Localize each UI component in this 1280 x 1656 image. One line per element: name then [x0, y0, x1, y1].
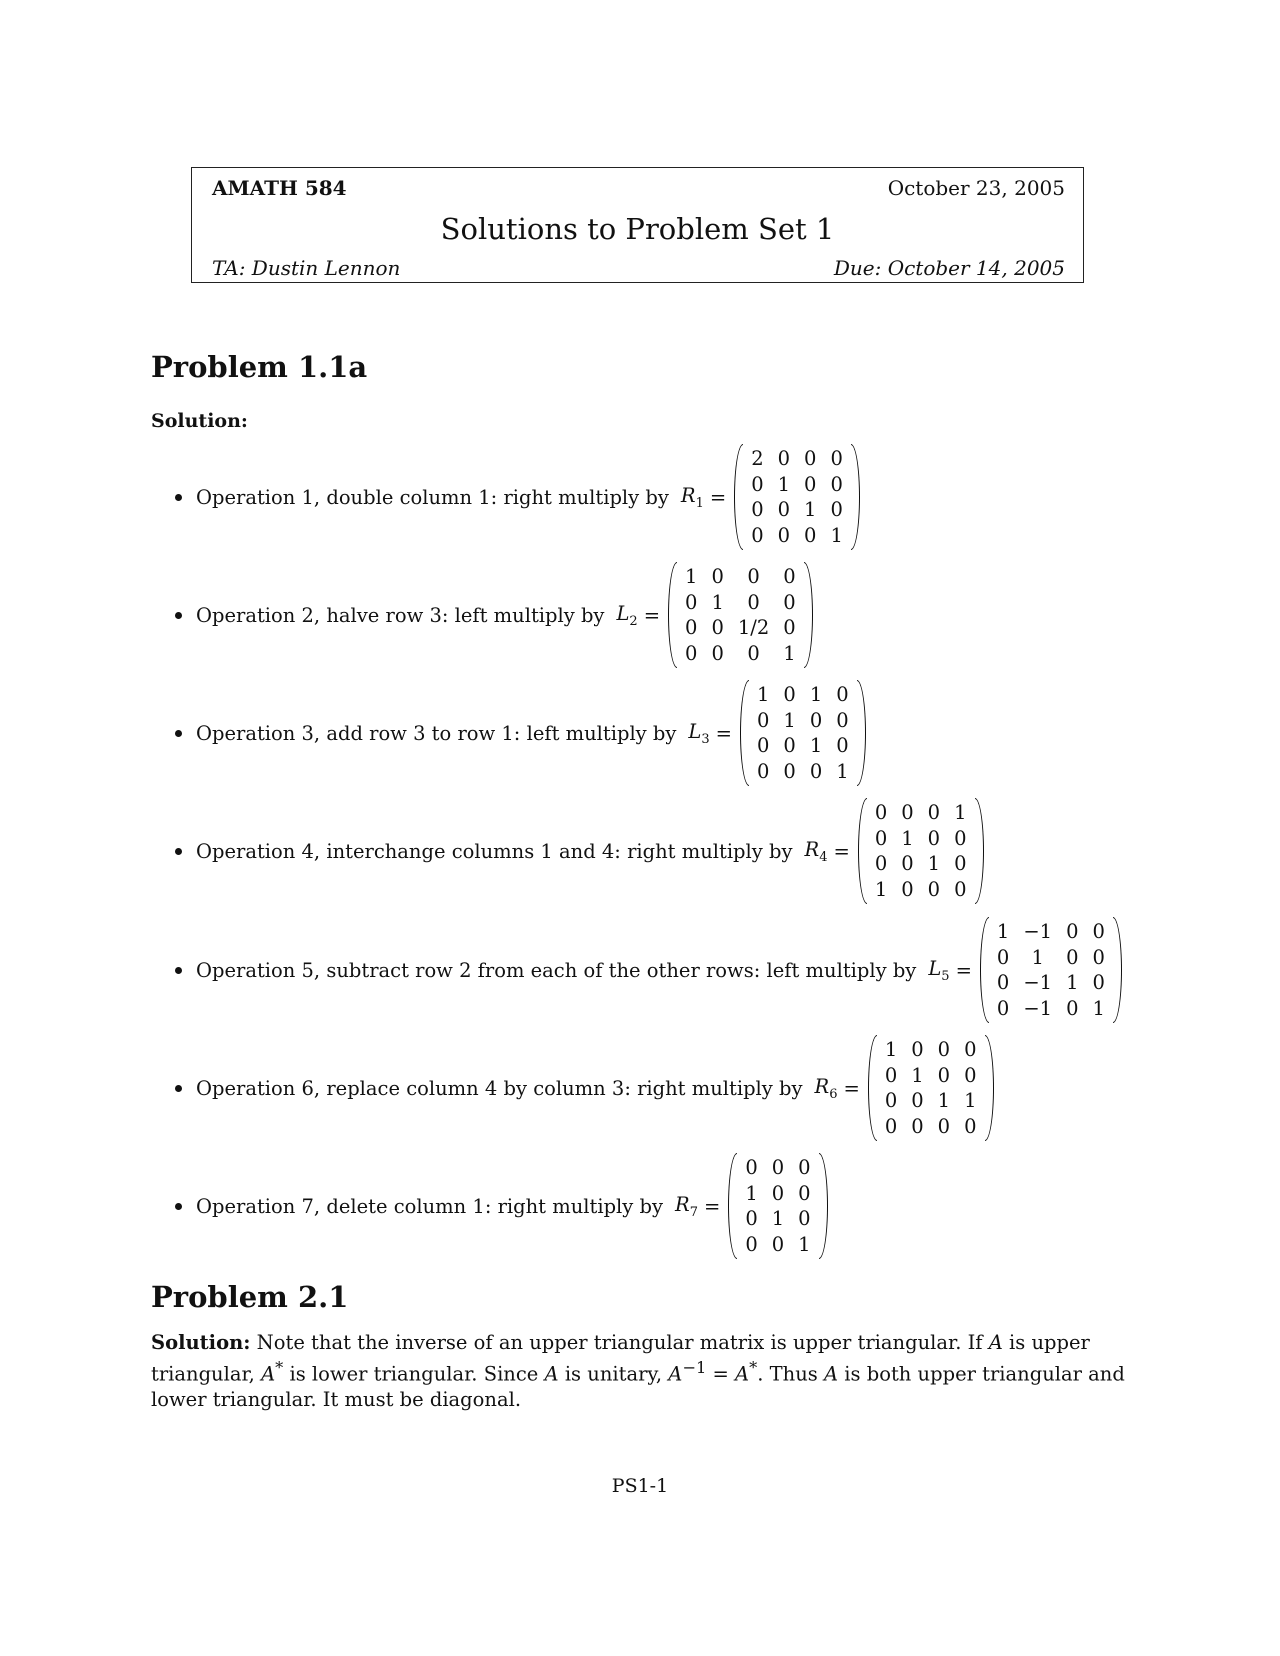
matrix-variable: $R_6$ [814, 1074, 838, 1102]
matrix [668, 564, 813, 666]
matrix-variable: $L_2$ [616, 601, 638, 629]
matrix-cell: 0 [830, 472, 843, 496]
equals-sign: = [715, 721, 732, 745]
matrix-cell: 0 [911, 1089, 924, 1112]
matrix-cell: 0 [996, 971, 1010, 994]
ta-name: TA: Dustin Lennon [212, 256, 401, 280]
matrix-cell: 0 [836, 683, 849, 706]
matrix-cell: 1 [771, 1207, 785, 1230]
bullet-icon [175, 1085, 182, 1092]
operation-text: Operation 1, double column 1: right multiply by [196, 485, 669, 509]
matrix-cell: 0 [901, 801, 914, 824]
header-box [191, 167, 1084, 283]
matrix-cell: 0 [777, 447, 791, 470]
matrix-cell: −1 [1023, 996, 1053, 1020]
matrix-cell: 0 [685, 616, 698, 639]
matrix-cell: 0 [954, 826, 967, 850]
matrix-cell: 0 [964, 1063, 977, 1087]
matrix-cell: 0 [809, 759, 823, 783]
bullet-icon [175, 967, 182, 974]
solution-label: Solution: [151, 1331, 251, 1354]
matrix-cell: 1 [996, 920, 1010, 943]
matrix-variable: $L_3$ [688, 719, 710, 747]
matrix-cell: 0 [809, 708, 823, 732]
operation-item [175, 682, 866, 784]
matrix-cell: 1 [830, 523, 843, 547]
matrix-cell: 0 [874, 852, 888, 875]
operation-text: Operation 2, halve row 3: left multiply by [196, 603, 605, 627]
matrix-variable: $R_4$ [804, 837, 828, 865]
matrix-cell: 1 [756, 683, 770, 706]
matrix-cell: 0 [771, 1232, 785, 1256]
matrix-cell: 0 [937, 1038, 951, 1061]
matrix-cell: 1 [1031, 945, 1044, 969]
matrix [868, 1037, 994, 1139]
bullet-icon [175, 494, 182, 501]
operation-text: Operation 6, replace column 4 by column 3: right multiply by [196, 1076, 803, 1100]
matrix-cell: 0 [745, 1207, 758, 1230]
matrix-cell: −1 [1023, 971, 1053, 994]
matrix-cell: 0 [996, 945, 1010, 969]
bullet-icon [175, 730, 182, 737]
matrix-cell: 1 [711, 590, 724, 614]
matrix-cell: 1 [809, 734, 823, 757]
matrix-variable: $R_7$ [675, 1192, 698, 1220]
document-title: Solutions to Problem Set 1 [440, 212, 835, 246]
matrix-cell: 0 [901, 877, 914, 901]
operation-item [175, 919, 1122, 1021]
matrix-cell: 0 [937, 1114, 951, 1138]
matrix-cell: 0 [783, 616, 796, 639]
matrix-cell: 0 [1092, 971, 1105, 994]
matrix-cell: 0 [798, 1181, 811, 1205]
matrix-cell: 1 [777, 472, 791, 496]
matrix-cell: 0 [685, 590, 698, 614]
matrix-cell: 0 [756, 734, 770, 757]
matrix-cell: 0 [836, 734, 849, 757]
operation-item [175, 800, 984, 902]
matrix-cell: 1 [1092, 996, 1105, 1020]
matrix-cell: 1 [964, 1089, 977, 1112]
matrix-cell: 2 [751, 447, 764, 470]
matrix-variable: $L_5$ [928, 956, 950, 984]
matrix-cell: 1 [874, 877, 888, 901]
matrix-cell: 0 [804, 472, 817, 496]
matrix-cell: 1 [911, 1063, 924, 1087]
operation-text: Operation 3, add row 3 to row 1: left multiply by [196, 721, 677, 745]
operation-text: Operation 5, subtract row 2 from each of the other rows: left multiply by [196, 958, 917, 982]
matrix-cell: 0 [804, 523, 817, 547]
matrix-cell: 0 [927, 826, 941, 850]
matrix-cell: 0 [685, 641, 698, 665]
matrix-cell: 0 [777, 498, 791, 521]
operation-item [175, 564, 813, 666]
matrix-cell: 0 [884, 1063, 898, 1087]
course-name: AMATH 584 [212, 176, 347, 200]
matrix-cell: 0 [747, 590, 760, 614]
matrix-cell: 1/2 [737, 616, 770, 639]
matrix-cell: 0 [1066, 920, 1079, 943]
matrix-cell: 0 [830, 498, 843, 521]
matrix-cell: 0 [751, 498, 764, 521]
problem-2-solution: Solution: Note that the inverse of an upper triangular matrix is upper triangular. If A is upper triangular, A* is lower triangular. Since A is unitary, $A^{-1} = A^*$. Thus A is both upper triangular and lower triangular. It must be diagonal. [151, 1331, 1125, 1411]
matrix-cell: 0 [937, 1063, 951, 1087]
matrix-cell: 0 [711, 616, 724, 639]
matrix-cell: 0 [771, 1181, 785, 1205]
problem-2-heading: Problem 2.1 [151, 1280, 349, 1314]
matrix-cell: 0 [901, 852, 914, 875]
matrix [728, 1155, 827, 1257]
matrix-cell: 0 [911, 1114, 924, 1138]
matrix-cell: 0 [745, 1156, 758, 1179]
operation-text: Operation 4, interchange columns 1 and 4: right multiply by [196, 839, 793, 863]
matrix-cell: −1 [1023, 920, 1053, 943]
matrix-cell: 0 [745, 1232, 758, 1256]
matrix-cell: 1 [798, 1232, 811, 1256]
matrix-cell: 0 [1092, 945, 1105, 969]
matrix-cell: 0 [771, 1156, 785, 1179]
equals-sign: = [703, 1194, 721, 1218]
matrix-cell: 0 [751, 523, 764, 547]
matrix-cell: 0 [747, 641, 760, 665]
matrix-cell: 1 [836, 759, 849, 783]
matrix [734, 446, 860, 548]
matrix-cell: 0 [1092, 920, 1105, 943]
matrix-cell: 0 [747, 565, 760, 588]
matrix-cell: 0 [751, 472, 764, 496]
matrix-cell: 0 [711, 641, 724, 665]
matrix-cell: 0 [830, 447, 843, 470]
bullet-icon [175, 612, 182, 619]
matrix-cell: 0 [798, 1156, 811, 1179]
matrix-cell: 0 [996, 996, 1010, 1020]
matrix-cell: 0 [756, 759, 770, 783]
matrix-cell: 0 [783, 759, 796, 783]
problem-1-heading: Problem 1.1a [151, 350, 368, 384]
matrix-cell: 1 [783, 641, 796, 665]
due-date: Due: October 14, 2005 [833, 256, 1065, 280]
matrix-cell: 0 [954, 877, 967, 901]
matrix-cell: 0 [1066, 945, 1079, 969]
operation-item [175, 1155, 828, 1257]
equals-sign: = [833, 839, 850, 863]
matrix-cell: 1 [809, 683, 823, 706]
matrix-cell: 0 [798, 1207, 811, 1230]
matrix-cell: 1 [783, 708, 796, 732]
equals-sign: = [955, 958, 972, 982]
matrix-cell: 0 [927, 801, 941, 824]
matrix-cell: 1 [745, 1181, 758, 1205]
matrix-cell: 0 [1066, 996, 1079, 1020]
matrix-cell: 0 [874, 801, 888, 824]
matrix-cell: 0 [804, 447, 817, 470]
equals-sign: = [709, 485, 727, 509]
matrix-cell: 0 [927, 877, 941, 901]
matrix-cell: 0 [964, 1114, 977, 1138]
solution-label: Solution: [151, 410, 248, 432]
equals-sign: = [843, 1076, 860, 1100]
matrix-cell: 0 [777, 523, 791, 547]
matrix [858, 800, 984, 902]
matrix-variable: $R_1$ [680, 483, 704, 511]
operation-item [175, 1037, 994, 1139]
matrix-cell: 1 [901, 826, 914, 850]
page-number: PS1-1 [611, 1475, 669, 1497]
matrix-cell: 0 [911, 1038, 924, 1061]
matrix-cell: 0 [884, 1114, 898, 1138]
matrix-cell: 0 [836, 708, 849, 732]
matrix-cell: 1 [937, 1089, 951, 1112]
matrix-cell: 0 [783, 683, 796, 706]
matrix-cell: 0 [711, 565, 724, 588]
matrix-cell: 0 [783, 565, 796, 588]
equals-sign: = [643, 603, 661, 627]
matrix [980, 919, 1122, 1021]
matrix-cell: 0 [874, 826, 888, 850]
matrix-cell: 0 [884, 1089, 898, 1112]
matrix-cell: 1 [884, 1038, 898, 1061]
matrix-cell: 1 [804, 498, 817, 521]
operation-text: Operation 7, delete column 1: right multiply by [196, 1194, 664, 1218]
matrix-cell: 1 [1066, 971, 1079, 994]
matrix-cell: 0 [783, 734, 796, 757]
operation-item [175, 446, 860, 548]
document-date: October 23, 2005 [887, 176, 1065, 200]
matrix-cell: 0 [783, 590, 796, 614]
matrix-cell: 0 [954, 852, 967, 875]
matrix-cell: 1 [685, 565, 698, 588]
matrix-cell: 1 [954, 801, 967, 824]
matrix-cell: 1 [927, 852, 941, 875]
bullet-icon [175, 1203, 182, 1210]
matrix-cell: 0 [964, 1038, 977, 1061]
bullet-icon [175, 848, 182, 855]
matrix [740, 682, 866, 784]
matrix-cell: 0 [756, 708, 770, 732]
